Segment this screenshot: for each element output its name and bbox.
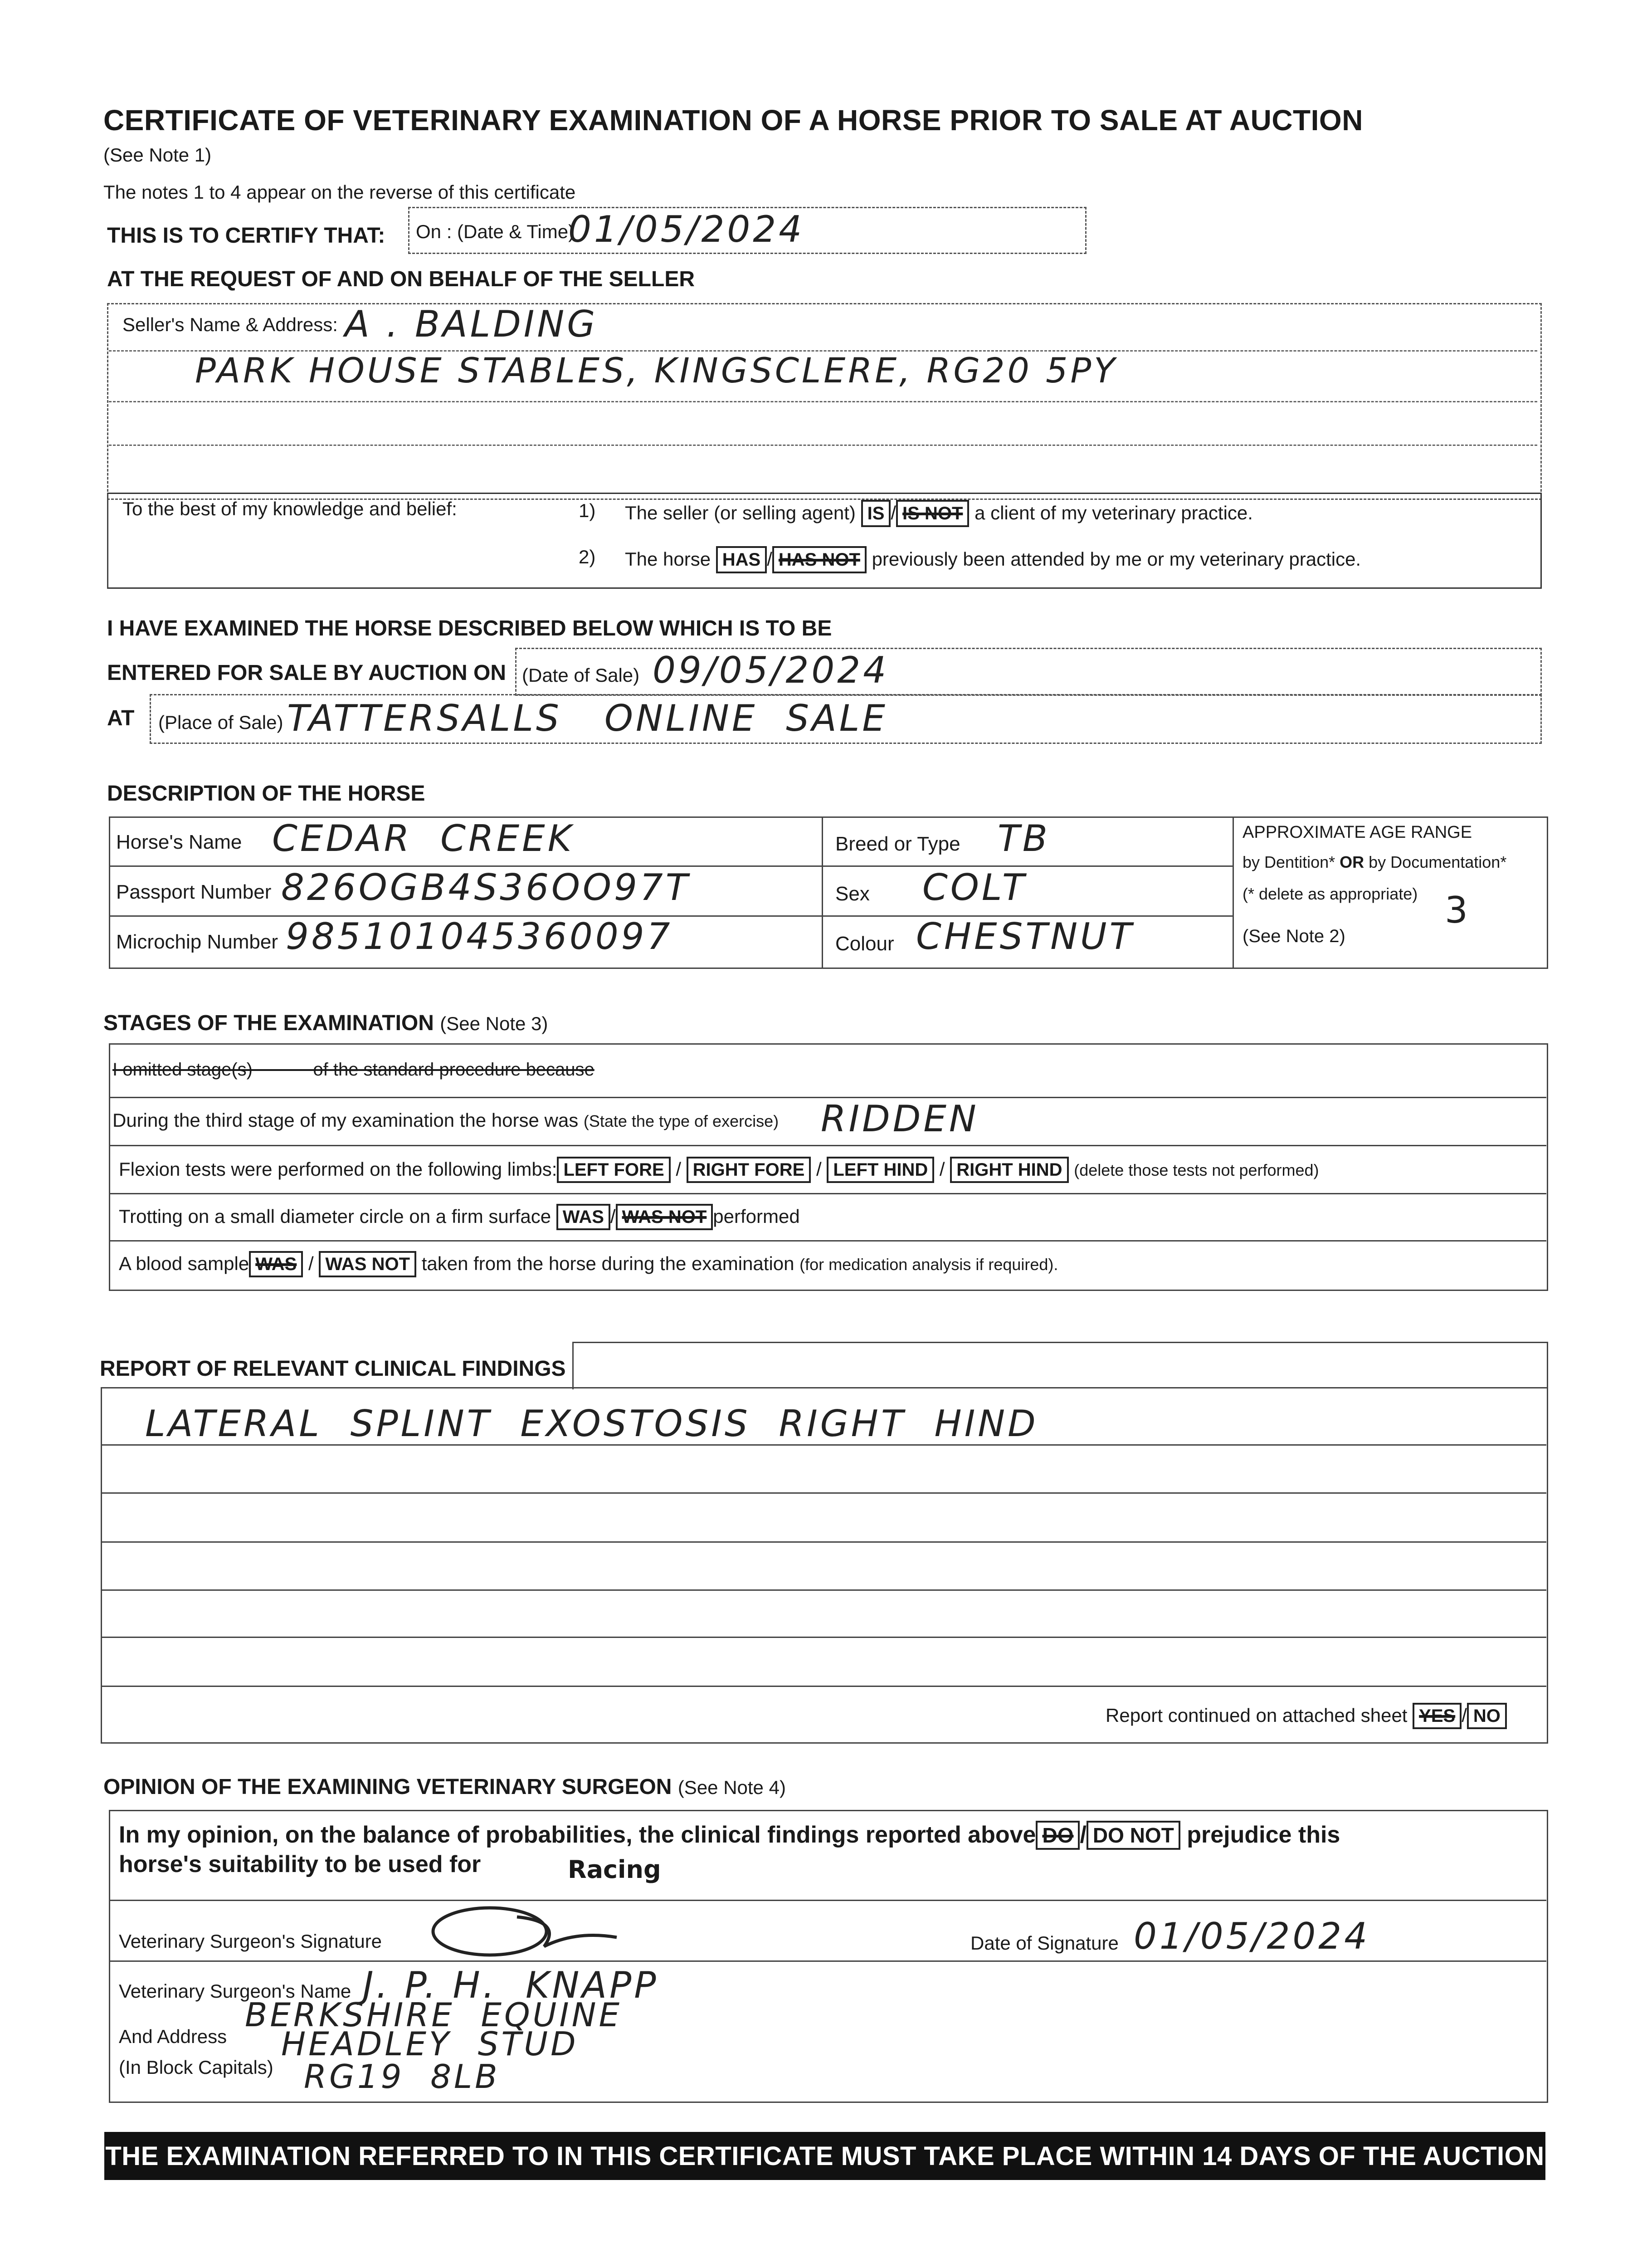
report-continued-label: Report continued on attached sheet	[1106, 1705, 1408, 1726]
blood-post: taken from the horse during the examination	[421, 1253, 794, 1274]
stages-heading-note: (See Note 3)	[440, 1013, 548, 1034]
trotting-label: Trotting on a small diameter circle on a firm surface	[119, 1206, 551, 1227]
has-option[interactable]: HAS	[716, 546, 767, 573]
age-method-row	[1243, 853, 1506, 872]
flexion-left-hind[interactable]: LEFT HIND	[827, 1157, 934, 1183]
vet-address-note: (In Block Capitals)	[119, 2057, 273, 2078]
sale-date-label: (Date of Sale)	[522, 665, 640, 686]
passport-label: Passport Number	[116, 881, 272, 903]
stages-heading-row	[103, 1011, 548, 1036]
microchip-value[interactable]: 985101045360097	[286, 915, 673, 958]
opinion-use-value[interactable]: Racing	[568, 1855, 661, 1884]
date-signature-value[interactable]: 01/05/2024	[1134, 1915, 1370, 1957]
notes-line: The notes 1 to 4 appear on the reverse of this certificate	[103, 181, 576, 203]
request-line: AT THE REQUEST OF AND ON BEHALF OF THE SELLER	[107, 267, 695, 291]
blood-label: A blood sample	[119, 1253, 249, 1274]
opinion-text-3: horse's suitability to be used for	[119, 1851, 481, 1877]
flexion-sep-3: /	[939, 1158, 945, 1180]
opinion-sep: /	[1080, 1822, 1087, 1848]
flexion-right-fore[interactable]: RIGHT FORE	[687, 1157, 811, 1183]
trotting-was[interactable]: WAS	[556, 1204, 610, 1230]
breed-label: Breed or Type	[835, 833, 960, 855]
blood-row	[119, 1251, 1058, 1277]
flexion-right-hind[interactable]: RIGHT HIND	[950, 1157, 1068, 1183]
is-not-option[interactable]: IS NOT	[896, 500, 969, 527]
opinion-text-2: prejudice this	[1187, 1822, 1340, 1848]
seller-name-label: Seller's Name & Address:	[122, 314, 338, 335]
item1-post: a client of my veterinary practice.	[975, 502, 1253, 523]
knowledge-label: To the best of my knowledge and belief:	[122, 498, 457, 519]
stages-heading: STAGES OF THE EXAMINATION	[103, 1011, 434, 1035]
breed-value[interactable]: TB	[998, 817, 1050, 860]
clinical-finding-line-1[interactable]: LATERAL SPLINT EXOSTOSIS RIGHT HIND	[145, 1403, 1038, 1445]
sale-place-value: TATTERSALLS ONLINE SALE	[287, 697, 888, 739]
footer-text: THE EXAMINATION REFERRED TO IN THIS CERTIFICATE MUST TAKE PLACE WITHIN 14 DAYS OF THE AUCTION	[105, 2141, 1545, 2171]
seller-name-value[interactable]: A . BALDING	[345, 303, 598, 345]
third-stage-label: During the third stage of my examination the horse was	[112, 1110, 579, 1131]
passport-value[interactable]: 826OGB4S36OO97T	[281, 866, 691, 909]
sale-place-label: (Place of Sale)	[158, 712, 283, 733]
age-by-documentation[interactable]: by Documentation*	[1369, 853, 1507, 871]
continued-yes[interactable]: YES	[1413, 1703, 1462, 1729]
blood-was-not[interactable]: WAS NOT	[319, 1251, 416, 1277]
flexion-row	[119, 1157, 1319, 1183]
vet-name-label: Veterinary Surgeon's Name	[119, 1980, 351, 2002]
on-date-field[interactable]	[408, 207, 1087, 254]
continued-no[interactable]: NO	[1467, 1703, 1507, 1729]
age-or: OR	[1340, 853, 1364, 871]
colour-value[interactable]: CHESTNUT	[916, 915, 1135, 958]
at-label: AT	[107, 706, 135, 730]
date-signature-label: Date of Signature	[970, 1932, 1119, 1954]
opinion-do[interactable]: DO	[1036, 1821, 1080, 1850]
footer-banner	[104, 2132, 1545, 2180]
item1-separator: /	[891, 502, 897, 523]
microchip-label: Microchip Number	[116, 931, 278, 953]
item1-number: 1)	[579, 500, 596, 521]
trotting-post: performed	[713, 1206, 800, 1227]
is-option[interactable]: IS	[861, 500, 891, 527]
vet-address-line-2[interactable]: HEADLEY STUD	[281, 2025, 579, 2063]
blood-was[interactable]: WAS	[249, 1251, 303, 1277]
trotting-row	[119, 1204, 800, 1230]
vet-address-line-3[interactable]: RG19 8LB	[304, 2058, 500, 2096]
sex-label: Sex	[835, 883, 870, 905]
sex-value[interactable]: COLT	[922, 866, 1027, 909]
opinion-heading-note: (See Note 4)	[677, 1777, 786, 1798]
description-heading: DESCRIPTION OF THE HORSE	[107, 782, 425, 806]
age-delete-note: (* delete as appropriate)	[1243, 885, 1418, 903]
on-date-value: 01/05/2024	[568, 208, 805, 250]
see-note-1: (See Note 1)	[103, 144, 212, 166]
has-not-option[interactable]: HAS NOT	[772, 546, 867, 573]
omitted-stage-line: I omitted stage(s) of the standard procedure because	[112, 1060, 594, 1080]
opinion-heading: OPINION OF THE EXAMINING VETERINARY SURGEON	[103, 1775, 672, 1799]
trotting-sep: /	[610, 1206, 616, 1227]
on-date-label: On : (Date & Time)	[416, 221, 575, 242]
third-stage-value[interactable]: RIDDEN	[821, 1098, 979, 1140]
item1-row	[625, 500, 1253, 527]
sale-date-field[interactable]	[515, 648, 1542, 696]
vet-name-value[interactable]: J. P. H. KNAPP	[363, 1964, 659, 2006]
opinion-line-1	[119, 1821, 1340, 1850]
flexion-note: (delete those tests not performed)	[1074, 1161, 1319, 1179]
horse-name-value[interactable]: CEDAR CREEK	[272, 817, 575, 860]
report-heading-box	[572, 1342, 1548, 1389]
item2-separator: /	[767, 548, 772, 570]
continued-sep: /	[1462, 1705, 1467, 1726]
sale-place-field[interactable]	[150, 694, 1542, 744]
sale-date-value: 09/05/2024	[653, 649, 889, 691]
blood-sep: /	[308, 1253, 314, 1274]
flexion-label: Flexion tests were performed on the following limbs:	[119, 1158, 557, 1180]
item2-post: previously been attended by me or my veterinary practice.	[872, 548, 1361, 570]
certificate-title: CERTIFICATE OF VETERINARY EXAMINATION OF A HORSE PRIOR TO SALE AT AUCTION	[103, 104, 1363, 137]
item2-text: The horse	[625, 548, 711, 570]
opinion-heading-row	[103, 1774, 786, 1799]
flexion-sep-1: /	[676, 1158, 681, 1180]
report-continued-row	[1106, 1703, 1507, 1729]
item2-number: 2)	[579, 546, 596, 567]
age-see-note: (See Note 2)	[1243, 926, 1345, 946]
trotting-was-not[interactable]: WAS NOT	[616, 1204, 713, 1230]
item1-text: The seller (or selling agent)	[625, 502, 856, 523]
colour-label: Colour	[835, 933, 894, 955]
flexion-left-fore[interactable]: LEFT FORE	[557, 1157, 670, 1183]
horse-name-label: Horse's Name	[116, 831, 242, 853]
examined-heading: I HAVE EXAMINED THE HORSE DESCRIBED BELOW WHICH IS TO BE	[107, 616, 832, 640]
age-value[interactable]: 3	[1445, 889, 1471, 931]
signature-label: Veterinary Surgeon's Signature	[119, 1931, 382, 1952]
report-heading: REPORT OF RELEVANT CLINICAL FINDINGS	[100, 1357, 566, 1381]
age-heading: APPROXIMATE AGE RANGE	[1243, 823, 1472, 842]
signature-image[interactable]	[426, 1903, 626, 1962]
seller-address-value[interactable]: PARK HOUSE STABLES, KINGSCLERE, RG20 5PY	[195, 350, 1118, 391]
signature-scribble-icon	[426, 1903, 626, 1962]
blood-note: (for medication analysis if required).	[799, 1255, 1058, 1274]
vet-address-label: And Address	[119, 2026, 227, 2047]
item2-row	[625, 546, 1361, 573]
third-stage-row	[112, 1110, 779, 1131]
third-stage-note: (State the type of exercise)	[583, 1112, 779, 1130]
opinion-text-1: In my opinion, on the balance of probabilities, the clinical findings reported above	[119, 1822, 1036, 1848]
vet-address-line-1[interactable]: BERKSHIRE EQUINE	[245, 1996, 622, 2034]
age-by-dentition[interactable]: by Dentition*	[1243, 853, 1335, 871]
opinion-do-not[interactable]: DO NOT	[1087, 1821, 1180, 1850]
flexion-sep-2: /	[816, 1158, 822, 1180]
certify-label: THIS IS TO CERTIFY THAT:	[107, 224, 385, 248]
entered-label: ENTERED FOR SALE BY AUCTION ON	[107, 661, 507, 685]
